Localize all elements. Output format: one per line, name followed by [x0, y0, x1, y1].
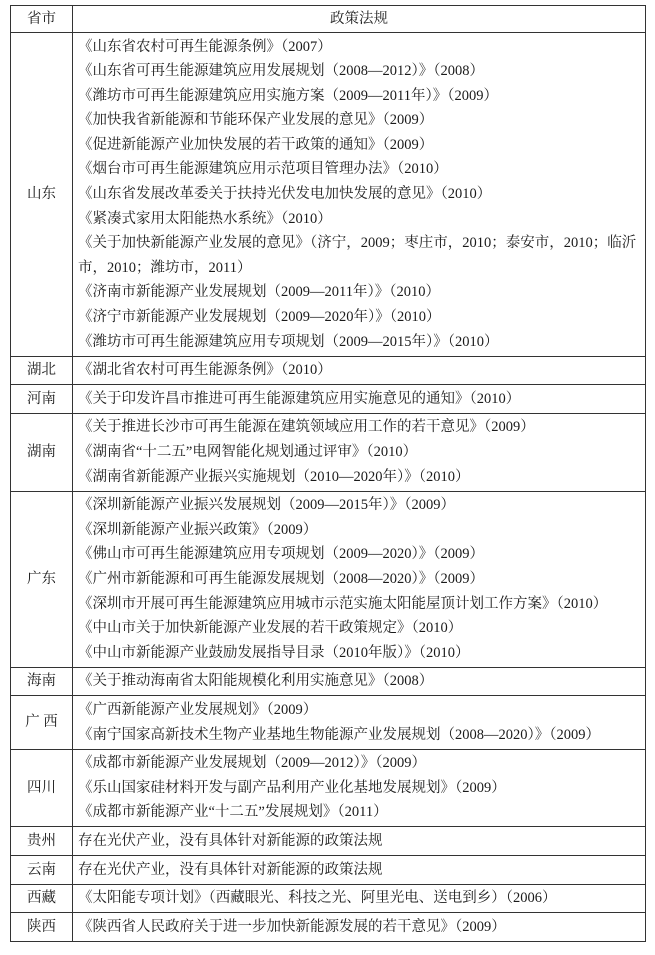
policy-item: 《关于印发许昌市推进可再生能源建筑应用实施意见的通知》（2010） [78, 390, 521, 407]
policy-item: 《广西新能源产业发展规划》（2009） [78, 701, 318, 718]
region-cell: 湖南 [11, 413, 73, 491]
policy-cell [73, 696, 646, 749]
policy-item: 存在光伏产业，没有具体针对新能源的政策法规 [78, 832, 383, 849]
region-cell: 河南 [11, 385, 73, 414]
policy-item: 《紧凑式家用太阳能热水系统》（2010） [78, 210, 332, 227]
table-row [11, 667, 646, 696]
policy-cell [73, 667, 646, 696]
policy-item: 《中山市关于加快新能源产业发展的若干政策规定》（2010） [78, 620, 463, 637]
table-row [11, 913, 646, 942]
policy-cell [73, 856, 646, 885]
table-row [11, 827, 646, 856]
policy-item: 《成都市新能源产业发展规划（2009—2012）》（2009） [78, 755, 426, 772]
policy-item: 《深圳新能源产业振兴政策》（2009） [78, 521, 318, 538]
policy-item: 《太阳能专项计划》（西藏眼光、科技之光、阿里光电、送电到乡）（2006） [78, 890, 557, 907]
table-row [11, 696, 646, 749]
table-row [11, 856, 646, 885]
table-row [11, 884, 646, 913]
table-row [11, 385, 646, 414]
header-policies: 政策法规 [73, 6, 646, 33]
table-row [11, 33, 646, 357]
table-row [11, 356, 646, 385]
policy-table [10, 5, 646, 942]
table-row [11, 491, 646, 667]
table-row [11, 413, 646, 491]
region-cell: 山东 [11, 33, 73, 357]
policy-item: 《烟台市可再生能源建筑应用示范项目管理办法》（2010） [78, 161, 448, 178]
policy-cell [73, 749, 646, 827]
region-cell: 贵州 [11, 827, 73, 856]
policy-item: 《促进新能源产业加快发展的若干政策的通知》（2009） [78, 136, 434, 153]
policy-cell [73, 913, 646, 942]
policy-item: 《山东省可再生能源建筑应用发展规划（2008—2012）》（2008） [78, 63, 484, 80]
policy-item: 《中山市新能源产业鼓励发展指导目录（2010年版）》（2010） [78, 644, 470, 661]
policy-cell [73, 33, 646, 357]
policy-item: 《济南市新能源产业发展规划（2009—2011年）》（2010） [78, 284, 440, 301]
policy-cell [73, 385, 646, 414]
region-cell: 西藏 [11, 884, 73, 913]
policy-item: 《南宁国家高新技术生物产业基地生物能源产业发展规划（2008—2020）》（2009） [78, 726, 600, 743]
policy-item: 《潍坊市可再生能源建筑应用专项规划（2009—2015年）》（2010） [78, 333, 499, 350]
policy-cell [73, 356, 646, 385]
region-cell: 云南 [11, 856, 73, 885]
policy-item: 《深圳新能源产业振兴发展规划（2009—2015年）》（2009） [78, 497, 455, 514]
policy-item: 《湖南省新能源产业振兴实施规划（2010—2020年）》（2010） [78, 468, 470, 485]
table-header-row [11, 6, 646, 33]
policy-item: 《关于加快新能源产业发展的意见》（济宁，2009；枣庄市，2010；泰安市，2010；临沂市，2010；潍坊市，2011） [78, 235, 637, 276]
policy-item: 《加快我省新能源和节能环保产业发展的意见》（2009） [78, 112, 434, 129]
policy-item: 《山东省农村可再生能源条例》（2007） [78, 38, 332, 55]
policy-cell [73, 827, 646, 856]
policy-item: 《山东省发展改革委关于扶持光伏发电加快发展的意见》（2010） [78, 186, 492, 203]
policy-item: 《关于推进长沙市可再生能源在建筑领域应用工作的若干意见》（2009） [78, 419, 535, 436]
policy-item: 《陕西省人民政府关于进一步加快新能源发展的若干意见》（2009） [78, 918, 506, 935]
policy-item: 《成都市新能源产业“十二五”发展规划》（2011） [78, 804, 388, 821]
policy-item: 《济宁市新能源产业发展规划（2009—2020年）》（2010） [78, 309, 441, 326]
region-cell: 四川 [11, 749, 73, 827]
policy-item: 《深圳市开展可再生能源建筑应用城市示范实施太阳能屋顶计划工作方案》（2010） [78, 595, 608, 612]
policy-cell [73, 884, 646, 913]
policy-item: 《乐山国家硅材料开发与副产品利用产业化基地发展规划》（2009） [78, 779, 506, 796]
policy-item: 《湖南省“十二五”电网智能化规划通过评审》（2010） [78, 444, 418, 460]
policy-cell [73, 491, 646, 667]
table-row [11, 749, 646, 827]
region-cell: 陕西 [11, 913, 73, 942]
region-cell: 广东 [11, 491, 73, 667]
region-cell: 湖北 [11, 356, 73, 385]
region-cell: 广 西 [11, 696, 73, 749]
policy-cell [73, 413, 646, 491]
policy-item: 《广州市新能源和可再生能源发展规划（2008—2020）》（2009） [78, 570, 484, 587]
policy-item: 存在光伏产业，没有具体针对新能源的政策法规 [78, 861, 383, 878]
header-region: 省市 [11, 6, 73, 33]
policy-item: 《潍坊市可再生能源建筑应用实施方案（2009—2011年）》（2009） [78, 87, 498, 104]
region-cell: 海南 [11, 667, 73, 696]
policy-item: 《关于推动海南省太阳能规模化利用实施意见》（2008） [78, 673, 434, 690]
policy-item: 《佛山市可再生能源建筑应用专项规划（2009—2020）》（2009） [78, 546, 484, 563]
policy-item: 《湖北省农村可再生能源条例》（2010） [78, 362, 332, 379]
